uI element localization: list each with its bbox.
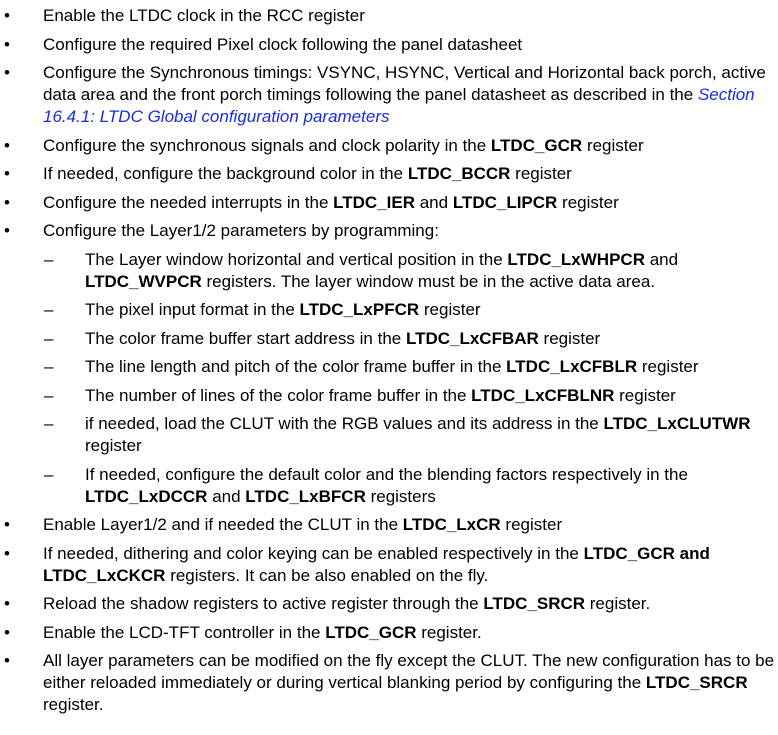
document-body xyxy=(0,5,778,723)
bullet-item xyxy=(0,650,778,716)
sub-bullet-item xyxy=(0,464,778,508)
register-name: LTDC_LxCFBLR xyxy=(506,357,638,376)
text-run: Configure the Synchronous timings: VSYNC, HSYNC, Vertical and Horizontal back porch, active data area and the front porch timings following the panel datasheet as described in the xyxy=(43,63,766,104)
bullet-marker: • xyxy=(4,164,10,183)
bullet-marker: • xyxy=(4,135,10,155)
sub-bullet-item xyxy=(0,328,778,350)
text-run: Configure the needed interrupts in the xyxy=(43,192,334,212)
text-run: Configure the synchronous signals and clock polarity in the xyxy=(43,135,491,155)
register-name: LTDC_LxCR xyxy=(402,515,501,534)
bullet-marker: • xyxy=(4,221,10,240)
dash-marker: – xyxy=(44,464,54,484)
item-text xyxy=(85,385,778,407)
text-run: and xyxy=(415,192,453,212)
bullet-item xyxy=(0,192,778,214)
bullet-item xyxy=(0,62,778,128)
register-name: LTDC_LxPFCR xyxy=(299,300,420,319)
dash-marker: – xyxy=(44,300,54,319)
register-name: LTDC_GCR xyxy=(325,622,417,642)
register-name: LTDC_LxCFBAR xyxy=(405,328,539,348)
register-name: LTDC_BCCR xyxy=(407,164,511,183)
item-text xyxy=(85,413,778,457)
register-name: LTDC_WVPCR xyxy=(85,271,202,291)
text-run: The color frame buffer start address in the xyxy=(85,328,406,348)
item-text xyxy=(85,328,778,350)
text-run: The Layer window horizontal and vertical position in the xyxy=(85,249,508,269)
text-run: register xyxy=(500,515,563,534)
sub-bullet-item xyxy=(0,356,778,378)
dash-marker: – xyxy=(44,357,54,376)
bullet-item xyxy=(0,163,778,185)
register-name: LTDC_SRCR xyxy=(645,673,748,692)
text-run: If needed, configure the default color and the blending factors respectively in the xyxy=(85,464,688,484)
text-run: register xyxy=(510,164,572,183)
register-name: LTDC_LIPCR xyxy=(452,192,558,212)
register-name: LTDC_IER xyxy=(333,192,415,212)
text-run: registers xyxy=(365,486,436,506)
text-run: Enable the LCD-TFT controller in the xyxy=(43,622,326,642)
text-run: registers. It can be also enabled on the fly. xyxy=(165,565,489,585)
text-run: register xyxy=(557,192,619,212)
item-text xyxy=(43,593,778,615)
text-run: if needed, load the CLUT with the RGB values and its address in the xyxy=(85,414,604,433)
text-run: Configure the Layer1/2 parameters by programming: xyxy=(43,221,439,240)
register-name: LTDC_LxBFCR xyxy=(245,486,366,506)
text-run: register. xyxy=(585,594,651,613)
item-text xyxy=(85,249,778,293)
text-run: register xyxy=(637,357,699,376)
item-text xyxy=(43,543,778,587)
bullet-item xyxy=(0,514,778,536)
dash-marker: – xyxy=(44,328,54,348)
text-run: and xyxy=(644,249,679,269)
bullet-item xyxy=(0,220,778,242)
register-name: LTDC_GCR and LTDC_LxCKCR xyxy=(43,543,710,585)
register-name: LTDC_LxCFBLNR xyxy=(471,385,615,405)
item-text xyxy=(43,163,778,185)
dash-marker: – xyxy=(44,385,54,405)
bullet-item xyxy=(0,135,778,157)
text-run: Enable the LTDC clock in the RCC register xyxy=(43,6,365,25)
text-run: register xyxy=(538,328,601,348)
text-run: register xyxy=(614,385,676,405)
bullet-marker: • xyxy=(4,34,10,54)
bullet-marker: • xyxy=(4,515,10,534)
text-run: and xyxy=(207,486,246,506)
bullet-item xyxy=(0,543,778,587)
text-run: Enable Layer1/2 and if needed the CLUT in the xyxy=(43,515,403,534)
item-text xyxy=(43,514,778,536)
item-text xyxy=(43,34,778,56)
dash-marker: – xyxy=(44,249,54,269)
sub-bullet-item xyxy=(0,299,778,321)
text-run: register xyxy=(582,135,644,155)
item-text xyxy=(85,356,778,378)
item-text xyxy=(43,622,778,644)
item-text xyxy=(85,464,778,508)
bullet-marker: • xyxy=(4,192,10,212)
text-run: register. xyxy=(43,695,104,714)
bullet-marker: • xyxy=(4,651,10,670)
bullet-marker: • xyxy=(4,6,10,25)
dash-marker: – xyxy=(44,414,54,433)
text-run: register. xyxy=(416,622,482,642)
register-name: LTDC_GCR xyxy=(490,135,583,155)
item-text xyxy=(43,192,778,214)
text-run: Configure the required Pixel clock following the panel datasheet xyxy=(43,34,523,54)
sub-bullet-item xyxy=(0,413,778,457)
text-run: All layer parameters can be modified on the fly except the CLUT. The new configuration has to be either reloaded immediately or during vertical blanking period by configuring the xyxy=(43,651,775,692)
text-run: The number of lines of the color frame buffer in the xyxy=(85,385,472,405)
section-link[interactable]: Section 16.4.1: LTDC Global configuration parameters xyxy=(43,85,755,126)
register-name: LTDC_LxDCCR xyxy=(85,486,208,506)
text-run: The pixel input format in the xyxy=(85,300,300,319)
bullet-marker: • xyxy=(4,543,10,563)
item-text xyxy=(43,135,778,157)
text-run: If needed, dithering and color keying can be enabled respectively in the xyxy=(43,543,584,563)
item-text xyxy=(43,62,778,128)
bullet-item xyxy=(0,593,778,615)
bullet-marker: • xyxy=(4,622,10,642)
text-run: Reload the shadow registers to active register through the xyxy=(43,594,484,613)
register-name: LTDC_LxCLUTWR xyxy=(603,414,751,433)
text-run: registers. The layer window must be in the active data area. xyxy=(201,271,656,291)
item-text xyxy=(43,5,778,27)
text-run: register xyxy=(419,300,481,319)
item-text xyxy=(43,220,778,242)
bullet-item xyxy=(0,622,778,644)
bullet-item xyxy=(0,34,778,56)
register-name: LTDC_SRCR xyxy=(483,594,586,613)
sub-bullet-item xyxy=(0,249,778,293)
text-run: The line length and pitch of the color frame buffer in the xyxy=(85,357,507,376)
register-name: LTDC_LxWHPCR xyxy=(507,249,645,269)
bullet-marker: • xyxy=(4,63,10,82)
item-text xyxy=(85,299,778,321)
item-text xyxy=(43,650,778,716)
bullet-item xyxy=(0,5,778,27)
text-run: If needed, configure the background color in the xyxy=(43,164,408,183)
text-run: register xyxy=(85,436,142,455)
bullet-marker: • xyxy=(4,594,10,613)
sub-bullet-item xyxy=(0,385,778,407)
